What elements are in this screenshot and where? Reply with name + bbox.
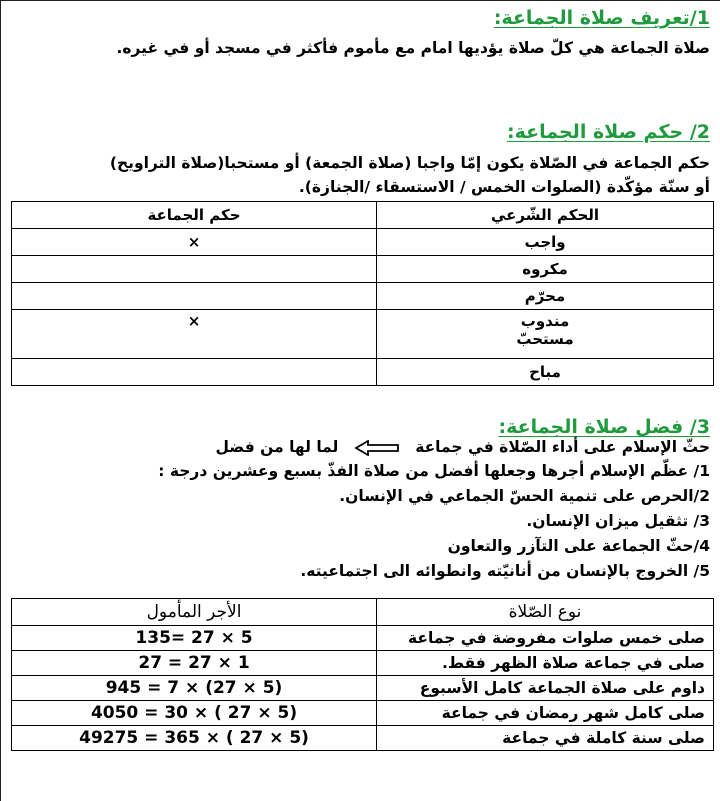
reward-cell: 135= 27 × 5: [12, 626, 377, 651]
intro-text-right: لما لها من فضل: [215, 438, 339, 456]
section2-line2: أو سنّة مؤكّدة (الصلوات الخمس / الاستسقاء /الجنازة).: [298, 178, 710, 196]
prayer-cell: صلى سنة كاملة في جماعة: [377, 726, 714, 751]
table-row: [12, 726, 714, 751]
table-row: [12, 229, 714, 256]
mark-cell: ×: [12, 229, 377, 256]
arrow-left-icon: [354, 440, 400, 456]
mark-cell: [12, 359, 377, 386]
reward-cell: 945 = 7 × (27 × 5): [12, 676, 377, 701]
prayer-cell: صلى خمس صلوات مفروضة في جماعة: [377, 626, 714, 651]
reward-cell: 49275 = 365 × ( 27 × 5): [12, 726, 377, 751]
ruling-cell: مندوب: [520, 312, 570, 330]
table-row: [12, 701, 714, 726]
table-row: [12, 359, 714, 386]
prayer-cell: صلى في جماعة صلاة الظهر فقط.: [377, 651, 714, 676]
mark-cell: ×: [187, 312, 201, 330]
reward-cell: 4050 = 30 × ( 27 × 5): [12, 701, 377, 726]
prayer-cell: داوم على صلاة الجماعة كامل الأسبوع: [377, 676, 714, 701]
section2-line1: حكم الجماعة في الصّلاة يكون إمّا واجبا (صلاة الجمعة) أو مستحبا(صلاة التراويح): [109, 154, 710, 172]
ruling-cell: مباح: [377, 359, 714, 386]
ruling-table: [11, 201, 714, 386]
ruling-cell: مكروه: [377, 256, 714, 283]
table-row: [12, 626, 714, 651]
ruling-cell: محرّم: [377, 283, 714, 310]
table-row: [12, 676, 714, 701]
ruling-cell: مستحبّ: [516, 330, 574, 348]
header-legal-ruling: الحكم الشّرعي: [377, 202, 714, 229]
mark-cell: [12, 283, 377, 310]
point-5: 5/ الخروج بالإنسان من أنانيّته وانطوائه الى اجتماعيته.: [300, 562, 710, 580]
section1-heading: 1/تعريف صلاة الجماعة:: [493, 7, 710, 29]
reward-table: [11, 598, 714, 751]
header-expected-reward: الأجر المأمول: [12, 599, 377, 626]
section2-heading: 2/ حكم صلاة الجماعة:: [507, 121, 710, 143]
mark-cell-pair: [12, 310, 377, 359]
ruling-table-header: [12, 202, 714, 229]
reward-cell: 27 = 27 × 1: [12, 651, 377, 676]
prayer-cell: صلى كامل شهر رمضان في جماعة: [377, 701, 714, 726]
point-3: 3/ تثقيل ميزان الإنسان.: [526, 512, 710, 530]
table-row: [12, 651, 714, 676]
section3-intro: [215, 438, 710, 456]
table-row: [12, 283, 714, 310]
point-2: 2/الحرص على تنمية الحسّ الجماعي في الإنسان.: [339, 487, 710, 505]
header-congregation-ruling: حكم الجماعة: [12, 202, 377, 229]
header-prayer-type: نوع الصّلاة: [377, 599, 714, 626]
ruling-cell-pair: [377, 310, 714, 359]
point-1: 1/ عظّم الإسلام أجرها وجعلها أفضل من صلاة الفذّ بسبع وعشرين درجة :: [158, 462, 710, 480]
ruling-cell: واجب: [377, 229, 714, 256]
table-row: [12, 310, 714, 359]
section1-definition: صلاة الجماعة هي كلّ صلاة يؤديها امام مع مأموم فأكثر في مسجد أو في غيره.: [116, 39, 710, 57]
table-row: [12, 256, 714, 283]
intro-text-left: حثّ الإسلام على أداء الصّلاة في جماعة: [415, 438, 710, 456]
mark-cell: [12, 256, 377, 283]
reward-table-header: [12, 599, 714, 626]
point-4: 4/حثّ الجماعة على التآزر والتعاون: [447, 537, 710, 555]
section3-heading: 3/ فضل صلاة الجماعة:: [498, 416, 710, 438]
